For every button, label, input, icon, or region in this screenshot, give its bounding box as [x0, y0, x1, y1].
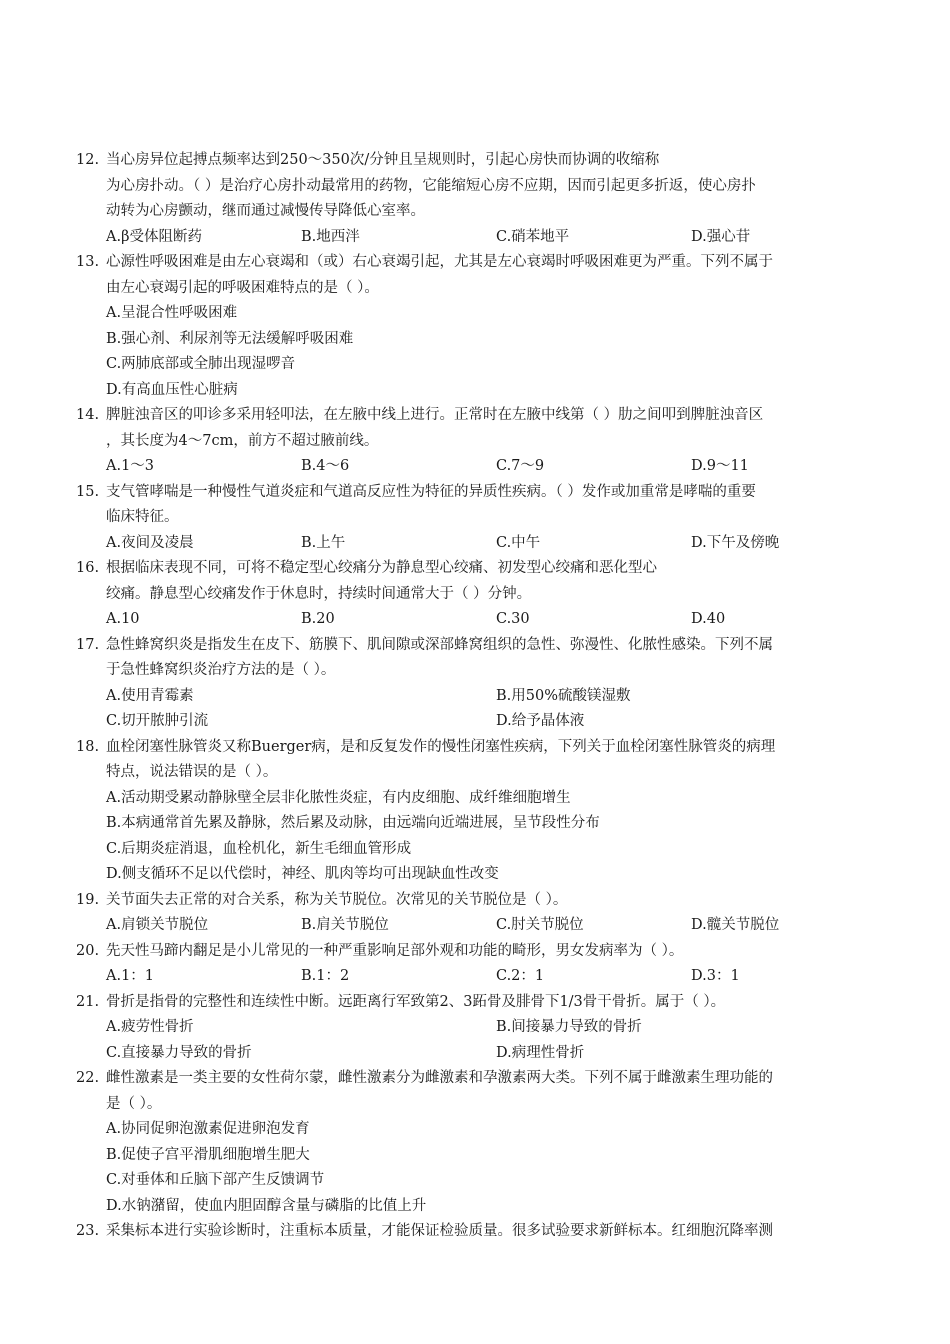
option-a: A.呈混合性呼吸困难: [106, 305, 238, 321]
option-c: C.肘关节脱位: [496, 917, 584, 933]
stem-line: 骨折是指骨的完整性和连续性中断。远距离行军致第2、3跖骨及腓骨下1/3骨干骨折。属于（ ）。: [106, 993, 726, 1010]
question-number: 12.: [76, 152, 100, 168]
option-b: B.用50%硫酸镁湿敷: [496, 687, 631, 704]
question-17: [76, 633, 886, 735]
question-text: [106, 735, 886, 786]
stem-line: 雌性激素是一类主要的女性荷尔蒙，雌性激素分为雌激素和孕激素两大类。下列不属于雌激素生理功能的: [106, 1070, 773, 1086]
stem-line: 绞痛。静息型心绞痛发作于休息时，持续时间通常大于（ ）分钟。: [106, 585, 532, 602]
option-c: C.对垂体和丘脑下部产生反馈调节: [106, 1172, 325, 1188]
stem-line: 为心房扑动。（ ）是治疗心房扑动最常用的药物，它能缩短心房不应期，因而引起更多折返，使心房扑: [106, 177, 756, 194]
option-b: B.20: [301, 611, 335, 627]
option-b: B.促使子宫平滑肌细胞增生肥大: [106, 1146, 310, 1163]
option-d: D.给予晶体液: [496, 713, 585, 729]
option-d: D.40: [691, 611, 726, 627]
stem-line: 临床特征。: [106, 509, 179, 525]
option-a: A.10: [106, 611, 140, 627]
question-stem: [76, 148, 886, 225]
question-text: [106, 148, 886, 225]
question-stem: [76, 403, 886, 454]
option-c: C.2：1: [496, 968, 545, 984]
option-a: A.使用青霉素: [106, 687, 194, 704]
option-c: C.切开脓肿引流: [106, 713, 209, 729]
stem-line: 急性蜂窝织炎是指发生在皮下、筋膜下、肌间隙或深部蜂窝组织的急性、弥漫性、化脓性感染。下列不属: [106, 636, 773, 653]
question-text: [106, 888, 886, 914]
stem-line: 采集标本进行实验诊断时，注重标本质量，才能保证检验质量。很多试验要求新鲜标本。红细胞沉降率测: [106, 1223, 773, 1239]
stem-line: 动转为心房颤动，继而通过减慢传导降低心室率。: [106, 203, 425, 219]
option-row: [106, 607, 886, 633]
question-number: 13.: [76, 254, 100, 270]
option-c: C.中午: [496, 534, 541, 551]
option-list: [76, 913, 886, 939]
question-number: 15.: [76, 483, 100, 500]
option-list: [76, 964, 886, 990]
option-list: [76, 684, 886, 735]
stem-line: ，其长度为4～7cm，前方不超过腋前线。: [106, 432, 379, 449]
question-20: [76, 939, 886, 990]
question-number: 18.: [76, 738, 100, 755]
option-c: C.30: [496, 611, 530, 627]
stem-line: 当心房异位起搏点频率达到250～350次/分钟且呈规则时，引起心房快而协调的收缩称: [106, 152, 660, 168]
question-15: [76, 480, 886, 557]
option-d: D.9～11: [691, 458, 749, 474]
option-b: B.肩关节脱位: [301, 917, 389, 933]
question-19: [76, 888, 886, 939]
option-b: B.地西泮: [301, 228, 360, 245]
option-list: [76, 1117, 886, 1219]
option-list: [76, 301, 886, 403]
option-c: C.7～9: [496, 458, 545, 474]
question-stem: [76, 735, 886, 786]
question-text: [106, 1066, 886, 1117]
option-c: C.直接暴力导致的骨折: [106, 1044, 252, 1061]
question-12: [76, 148, 886, 250]
option-d: D.病理性骨折: [496, 1044, 585, 1061]
question-22: [76, 1066, 886, 1219]
option-a: A.肩锁关节脱位: [106, 917, 209, 933]
option-a: A.β受体阻断药: [106, 228, 202, 245]
question-stem: [76, 990, 886, 1016]
question-21: [76, 990, 886, 1067]
option-list: [76, 531, 886, 557]
option-a: A.协同促卵泡激素促进卵泡发育: [106, 1121, 310, 1137]
question-number: 16.: [76, 560, 100, 576]
stem-line: 是（ ）。: [106, 1095, 162, 1112]
option-row: [106, 684, 886, 710]
question-number: 21.: [76, 993, 100, 1010]
option-c: C.后期炎症消退，血栓机化，新生毛细血管形成: [106, 840, 412, 857]
option-b: B.本病通常首先累及静脉，然后累及动脉，由远端向近端进展，呈节段性分布: [106, 815, 600, 831]
question-number: 14.: [76, 407, 100, 423]
question-stem: [76, 480, 886, 531]
option-row: [106, 454, 886, 480]
question-text: [106, 250, 886, 301]
option-b: B.4～6: [301, 458, 350, 474]
question-number: 22.: [76, 1070, 100, 1086]
option-a: A.疲劳性骨折: [106, 1019, 194, 1035]
question-text: [106, 633, 886, 684]
question-text: [106, 939, 886, 965]
option-row: [106, 225, 886, 251]
question-text: [106, 480, 886, 531]
option-d: D.侧支循环不足以代偿时，神经、肌肉等均可出现缺血性改变: [106, 866, 499, 882]
option-d: D.强心苷: [691, 228, 751, 245]
stem-line: 关节面失去正常的对合关系，称为关节脱位。次常见的关节脱位是（ ）。: [106, 891, 568, 908]
question-stem: [76, 939, 886, 965]
stem-line: 由左心衰竭引起的呼吸困难特点的是（ ）。: [106, 279, 379, 296]
stem-line: 特点，说法错误的是（ ）。: [106, 764, 278, 780]
question-text: [106, 403, 886, 454]
question-stem: [76, 633, 886, 684]
option-c: C.两肺底部或全肺出现湿啰音: [106, 356, 296, 372]
option-row: [106, 1041, 886, 1067]
option-b: B.1：2: [301, 968, 350, 984]
stem-line: 先天性马蹄内翻足是小儿常见的一种严重影响足部外观和功能的畸形，男女发病率为（ ）。: [106, 942, 684, 959]
question-text: [106, 1219, 886, 1245]
stem-line: 根据临床表现不同，可将不稳定型心绞痛分为静息型心绞痛、初发型心绞痛和恶化型心: [106, 560, 657, 576]
option-row: [106, 709, 886, 735]
question-14: [76, 403, 886, 480]
question-stem: [76, 250, 886, 301]
option-a: A.夜间及凌晨: [106, 534, 194, 551]
option-row: [106, 531, 886, 557]
question-list: [76, 148, 886, 1245]
question-stem: [76, 556, 886, 607]
question-16: [76, 556, 886, 633]
option-c: C.硝苯地平: [496, 228, 570, 245]
option-list: [76, 454, 886, 480]
option-d: D.髋关节脱位: [691, 917, 780, 933]
option-b: B.间接暴力导致的骨折: [496, 1019, 642, 1035]
question-text: [106, 556, 886, 607]
option-row: [106, 913, 886, 939]
option-d: D.3：1: [691, 968, 740, 984]
option-list: [76, 786, 886, 888]
option-d: D.水钠潴留，使血内胆固醇含量与磷脂的比值上升: [106, 1197, 427, 1214]
stem-line: 支气管哮喘是一种慢性气道炎症和气道高反应性为特征的异质性疾病。（ ）发作或加重常是哮喘的重要: [106, 483, 756, 500]
question-text: [106, 990, 886, 1016]
question-13: [76, 250, 886, 403]
question-stem: [76, 888, 886, 914]
question-number: 20.: [76, 942, 100, 959]
question-number: 17.: [76, 636, 100, 653]
option-row: [106, 1015, 886, 1041]
stem-line: 心源性呼吸困难是由左心衰竭和（或）右心衰竭引起，尤其是左心衰竭时呼吸困难更为严重。下列不属于: [106, 254, 773, 270]
question-stem: [76, 1066, 886, 1117]
option-a: A.1～3: [106, 458, 155, 474]
question-number: 19.: [76, 891, 100, 908]
question-number: 23.: [76, 1223, 100, 1239]
option-d: D.下午及傍晚: [691, 534, 780, 551]
stem-line: 血栓闭塞性脉管炎又称Buerger病，是和反复发作的慢性闭塞性疾病，下列关于血栓闭塞性脉管炎的病理: [106, 738, 776, 755]
question-stem: [76, 1219, 886, 1245]
question-18: [76, 735, 886, 888]
option-b: B.上午: [301, 534, 346, 551]
stem-line: 脾脏浊音区的叩诊多采用轻叩法，在左腋中线上进行。正常时在左腋中线第（ ）肋之间叩到脾脏浊音区: [106, 407, 764, 423]
option-b: B.强心剂、利尿剂等无法缓解呼吸困难: [106, 330, 354, 347]
question-23: [76, 1219, 886, 1245]
option-list: [76, 225, 886, 251]
option-list: [76, 607, 886, 633]
option-d: D.有高血压性心脏病: [106, 381, 238, 398]
option-list: [76, 1015, 886, 1066]
option-a: A.1：1: [106, 968, 155, 984]
stem-line: 于急性蜂窝织炎治疗方法的是（ ）。: [106, 662, 336, 678]
option-row: [106, 964, 886, 990]
option-a: A.活动期受累动静脉壁全层非化脓性炎症，有内皮细胞、成纤维细胞增生: [106, 789, 571, 806]
